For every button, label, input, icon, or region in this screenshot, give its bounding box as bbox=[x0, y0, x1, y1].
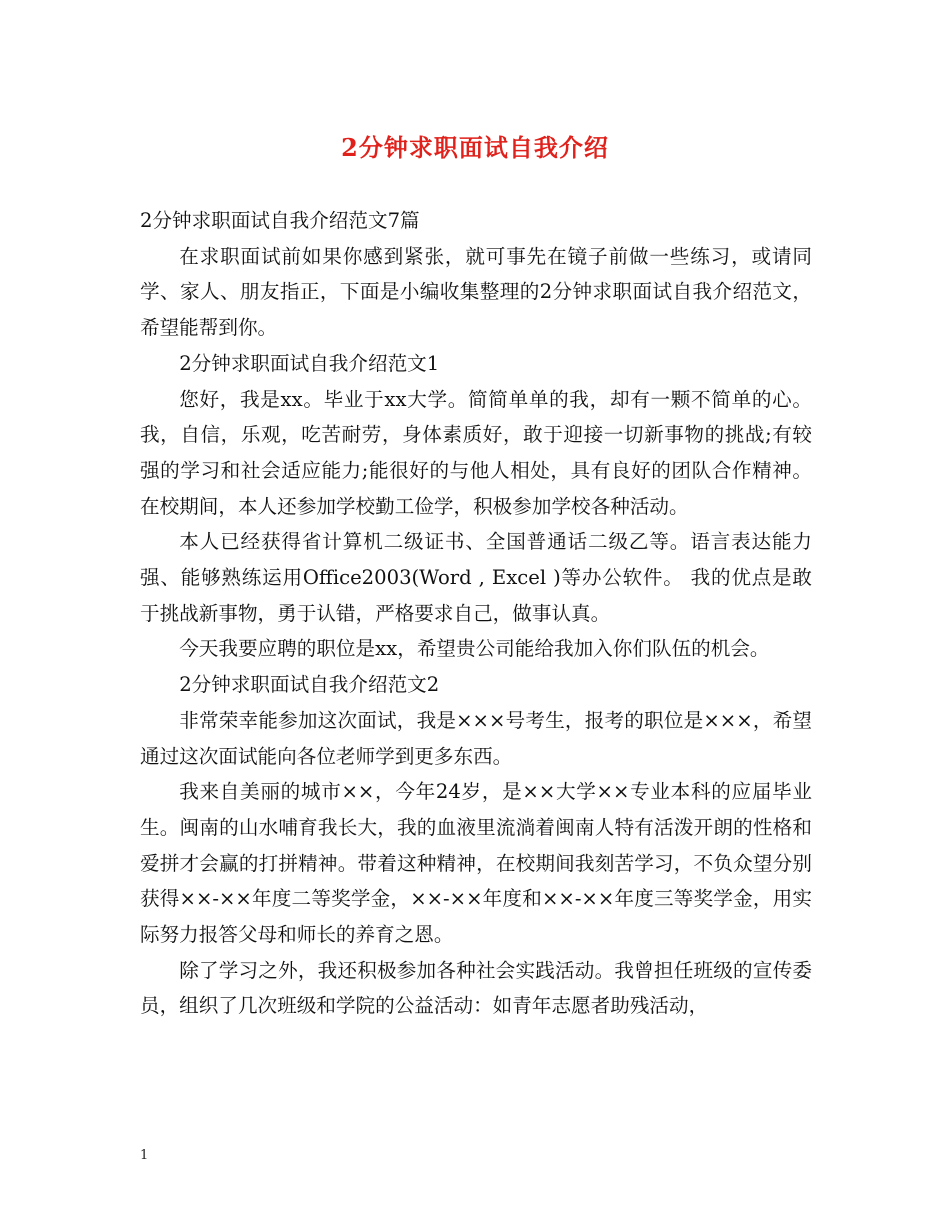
body-paragraph: 今天我要应聘的职位是xx，希望贵公司能给我加入你们队伍的机会。 bbox=[179, 637, 770, 661]
body-paragraph: 我来自美丽的城市××，今年24岁，是××大学××专业本科的应届毕业生。闽南的山水哺育我长大，我的血液里流淌着闽南人特有活泼开朗的性格和爱拼才会赢的打拼精神。带着这种精神，在校期间我刻苦学习，不负众望分别获得××-××年度二等奖学金，××-××年度和××-××年度三等奖学金，用实际努力报答父母和师长的养育之恩。 bbox=[140, 780, 812, 947]
body-paragraph: 本人已经获得省计算机二级证书、全国普通话二级乙等。语言表达能力强、能够熟练运用Office2003(Word , Excel )等办公软件。 我的优点是敢于挑战新事物，勇于认错，严格要求自己，做事认真。 bbox=[140, 530, 812, 625]
body-paragraph: 您好，我是xx。毕业于xx大学。简简单单的我，却有一颗不简单的心。我，自信，乐观，吃苦耐劳，身体素质好，敢于迎接一切新事物的挑战;有较强的学习和社会适应能力;能很好的与他人相处，具有良好的团队合作精神。 在校期间，本人还参加学校勤工俭学，积极参加学校各种活动。 bbox=[140, 387, 812, 518]
intro-paragraph: 在求职面试前如果你感到紧张，就可事先在镜子前做一些练习，或请同学、家人、朋友指正，下面是小编收集整理的2分钟求职面试自我介绍范文，希望能帮到你。 bbox=[140, 244, 812, 340]
page-number: 1 bbox=[140, 1148, 149, 1163]
document-title: 2分钟求职面试自我介绍 bbox=[341, 133, 609, 162]
section-heading-2: 2分钟求职面试自我介绍范文2 bbox=[179, 673, 440, 697]
section-heading-1: 2分钟求职面试自我介绍范文1 bbox=[179, 351, 440, 375]
document-body bbox=[140, 203, 812, 1024]
body-paragraph: 非常荣幸能参加这次面试，我是×××号考生，报考的职位是×××，希望通过这次面试能向各位老师学到更多东西。 bbox=[140, 708, 812, 768]
body-paragraph: 除了学习之外，我还积极参加各种社会实践活动。我曾担任班级的宣传委员，组织了几次班级和学院的公益活动：如青年志愿者助残活动， bbox=[140, 958, 812, 1018]
subtitle-paragraph: 2分钟求职面试自我介绍范文7篇 bbox=[140, 209, 420, 232]
